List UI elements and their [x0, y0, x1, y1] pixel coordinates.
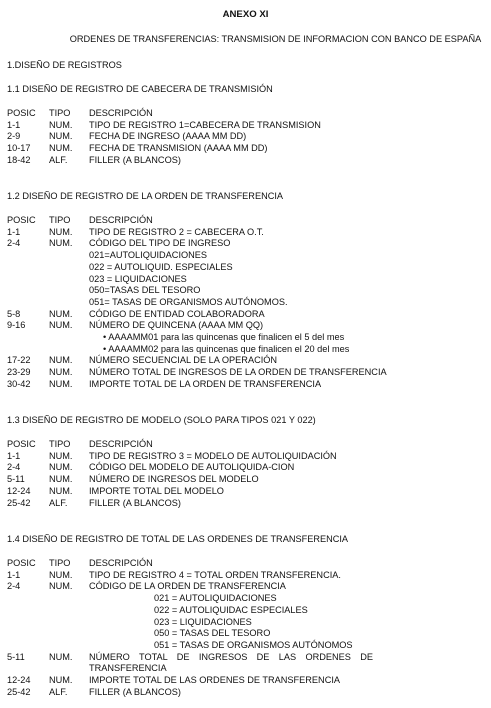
field-type: NUM.: [49, 474, 73, 485]
field-position: 5-8: [7, 308, 21, 319]
field-type: ALF.: [49, 497, 68, 508]
field-position: 2-4: [7, 238, 21, 249]
field-description: TIPO DE REGISTRO 3 = MODELO DE AUTOLIQUIDACIÓN: [89, 450, 337, 461]
section-heading-1-3: 1.3 DISEÑO DE REGISTRO DE MODELO (SOLO PARA TIPOS 021 Y 022): [7, 415, 316, 425]
document-title: ANEXO XI: [222, 9, 269, 20]
field-description: FILLER (A BLANCOS): [89, 686, 181, 697]
header-posic: POSIC: [7, 558, 36, 568]
field-description: CÓDIGO DEL MODELO DE AUTOLIQUIDA-CION: [89, 462, 295, 473]
field-type: NUM.: [49, 462, 73, 473]
income-type-code: 023 = LIQUIDACIONES: [89, 273, 187, 284]
field-description: NÚMERO TOTAL DE INGRESOS DE LA ORDEN DE TRANSFERENCIA: [89, 367, 387, 378]
field-position: 2-4: [7, 581, 21, 592]
section-heading-1-4: 1.4 DISEÑO DE REGISTRO DE TOTAL DE LAS ORDENES DE TRANSFERENCIA: [7, 534, 349, 544]
field-position: 5-11: [7, 474, 25, 485]
field-type: NUM.: [49, 308, 73, 319]
header-posic: POSIC: [7, 215, 36, 225]
field-description: NÚMERO DE QUINCENA (AAAA MM QQ): [89, 320, 264, 331]
header-descripcion: DESCRIPCIÓN: [89, 215, 153, 225]
field-type: NUM.: [49, 675, 73, 685]
header-descripcion: DESCRIPCIÓN: [89, 439, 153, 449]
quincena-bullet: • AAAAMM01 para las quincenas que finalicen el 5 del mes: [103, 332, 345, 342]
order-type-code: 022 = AUTOLIQUIDAC ESPECIALES: [154, 604, 308, 615]
field-description-continued: TRANSFERENCIA: [89, 663, 167, 674]
field-description: IMPORTE TOTAL DE LAS ORDENES DE TRANSFERENCIA: [89, 675, 341, 685]
field-type: NUM.: [49, 651, 73, 662]
field-type: NUM.: [49, 238, 73, 249]
field-position: 1-1: [7, 226, 21, 237]
header-descripcion: DESCRIPCIÓN: [89, 558, 153, 568]
field-position: 5-11: [7, 651, 25, 662]
field-description: TIPO DE REGISTRO 1=CABECERA DE TRANSMISION: [89, 119, 321, 130]
field-description: NÚMERO TOTAL DE INGRESOS DE LAS ORDENES DE: [89, 651, 373, 662]
field-description: CÓDIGO DE ENTIDAD COLABORADORA: [89, 308, 265, 319]
quincena-bullet: • AAAAMM02 para las quincenas que finalicen el 20 del mes: [103, 343, 350, 354]
field-position: 2-9: [7, 131, 21, 142]
order-type-code: 021 = AUTOLIQUIDACIONES: [154, 593, 277, 604]
header-tipo: TIPO: [49, 215, 71, 225]
field-type: NUM.: [49, 143, 73, 154]
field-position: 18-42: [7, 154, 31, 165]
field-position: 1-1: [7, 450, 21, 461]
field-type: NUM.: [49, 355, 73, 366]
income-type-code: 050=TASAS DEL TESORO: [89, 285, 201, 296]
field-type: NUM.: [49, 569, 73, 580]
field-position: 1-1: [7, 119, 21, 130]
field-description: TIPO DE REGISTRO 2 = CABECERA O.T.: [89, 226, 264, 237]
header-descripcion: DESCRIPCIÓN: [89, 108, 153, 118]
field-type: NUM.: [49, 131, 73, 142]
field-position: 23-29: [7, 367, 31, 378]
field-position: 12-24: [7, 485, 31, 496]
field-description: IMPORTE TOTAL DEL MODELO: [89, 485, 224, 496]
field-type: NUM.: [49, 367, 73, 378]
field-description: CÓDIGO DE LA ORDEN DE TRANSFERENCIA: [89, 581, 286, 592]
field-position: 25-42: [7, 497, 31, 508]
header-posic: POSIC: [7, 108, 36, 118]
field-description: FECHA DE INGRESO (AAAA MM DD): [89, 131, 247, 142]
field-type: NUM.: [49, 450, 73, 461]
field-type: NUM.: [49, 320, 73, 331]
order-type-code: 051 = TASAS DE ORGANISMOS AUTÓNOMOS: [154, 639, 353, 650]
section-heading-main: 1.DISEÑO DE REGISTROS: [7, 60, 122, 70]
field-position: 30-42: [7, 378, 31, 389]
field-type: ALF.: [49, 154, 68, 165]
order-type-code: 023 = LIQUIDACIONES: [154, 616, 252, 627]
header-tipo: TIPO: [49, 439, 71, 449]
income-type-code: 021=AUTOLIQUIDACIONES: [89, 250, 208, 261]
field-type: NUM.: [49, 485, 73, 496]
section-heading-1-1: 1.1 DISEÑO DE REGISTRO DE CABECERA DE TRANSMISIÓN: [7, 84, 273, 94]
header-posic: POSIC: [7, 439, 36, 449]
field-description: FILLER (A BLANCOS): [89, 154, 181, 165]
income-type-code: 051= TASAS DE ORGANISMOS AUTÓNOMOS.: [89, 296, 288, 307]
field-description: CÓDIGO DEL TIPO DE INGRESO: [89, 238, 231, 249]
field-type: NUM.: [49, 119, 73, 130]
field-description: NÚMERO SECUENCIAL DE LA OPERACIÓN: [89, 355, 278, 366]
field-position: 1-1: [7, 569, 21, 580]
field-type: NUM.: [49, 581, 73, 592]
field-position: 17-22: [7, 355, 31, 366]
header-tipo: TIPO: [49, 558, 71, 568]
section-heading-1-2: 1.2 DISEÑO DE REGISTRO DE LA ORDEN DE TRANSFERENCIA: [7, 191, 284, 201]
field-position: 2-4: [7, 462, 21, 473]
field-type: NUM.: [49, 378, 73, 389]
document-subtitle: ORDENES DE TRANSFERENCIAS: TRANSMISION DE INFORMACION CON BANCO DE ESPAÑA: [69, 34, 482, 44]
field-position: 25-42: [7, 686, 31, 697]
field-position: 9-16: [7, 320, 26, 331]
field-position: 10-17: [7, 143, 31, 154]
field-position: 12-24: [7, 675, 31, 685]
field-description: FILLER (A BLANCOS): [89, 497, 181, 508]
order-type-code: 050 = TASAS DEL TESORO: [154, 628, 271, 639]
field-type: NUM.: [49, 226, 73, 237]
income-type-code: 022 = AUTOLIQUID. ESPECIALES: [89, 261, 233, 272]
field-description: NÚMERO DE INGRESOS DEL MODELO: [89, 474, 259, 485]
field-description: FECHA DE TRANSMISION (AAAA MM DD): [89, 143, 268, 154]
header-tipo: TIPO: [49, 108, 71, 118]
field-description: TIPO DE REGISTRO 4 = TOTAL ORDEN TRANSFERENCIA.: [89, 569, 341, 580]
field-type: ALF.: [49, 686, 68, 697]
field-description: IMPORTE TOTAL DE LA ORDEN DE TRANSFERENCIA: [89, 378, 322, 389]
